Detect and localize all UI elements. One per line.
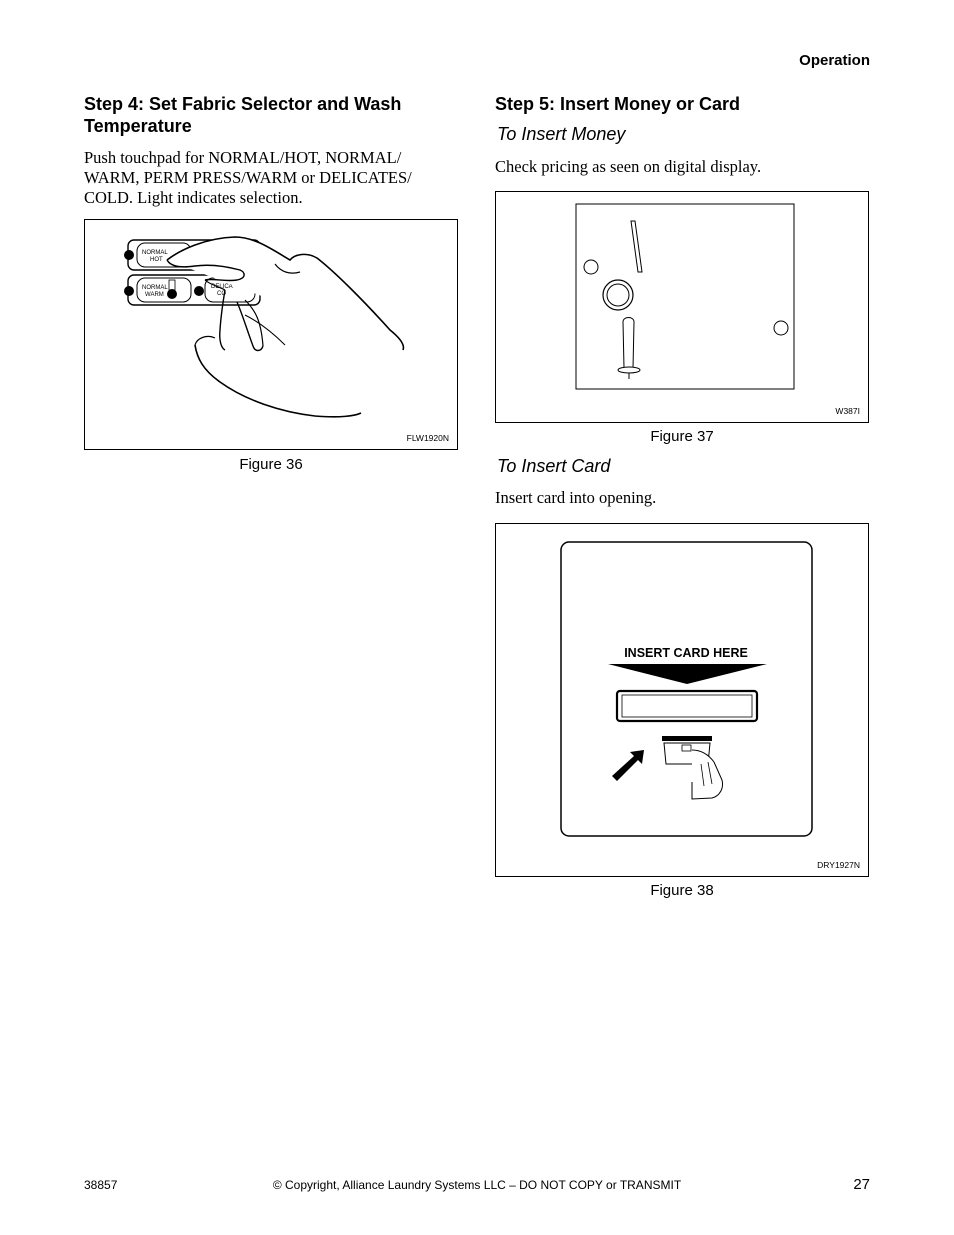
figure-36-frame — [84, 219, 458, 450]
figure-37-frame — [495, 191, 869, 423]
coin-chute-handle-icon — [623, 318, 634, 369]
reader-slot-icon — [662, 736, 712, 741]
coin-slot-illustration — [496, 192, 868, 422]
step-4-body-line: COLD. Light indicates selection. — [84, 188, 303, 207]
figure-37-caption: Figure 37 — [650, 428, 714, 445]
screw-icon — [774, 321, 788, 335]
figure-36-caption: Figure 36 — [239, 456, 303, 473]
figure-38-frame — [495, 523, 869, 877]
screw-icon — [584, 260, 598, 274]
card-reader-panel — [561, 542, 812, 836]
indicator-light-icon — [124, 286, 134, 296]
figure-36-code: FLW1920N — [406, 433, 449, 443]
page-number: 27 — [853, 1176, 870, 1193]
doc-number: 38857 — [84, 1178, 118, 1192]
pad-label: WARM — [145, 292, 164, 298]
insert-money-body: Check pricing as seen on digital display. — [495, 157, 762, 176]
step-5-heading: Step 5: Insert Money or Card — [495, 94, 741, 114]
card-reader-illustration — [496, 524, 868, 876]
insert-card-heading: To Insert Card — [497, 456, 611, 476]
step-4-body-line: Push touchpad for NORMAL/HOT, NORMAL/ — [84, 148, 402, 167]
pad-label: HOT — [150, 257, 163, 263]
insert-money-heading: To Insert Money — [497, 124, 626, 144]
figure-38-code: DRY1927N — [817, 860, 860, 870]
section-label: Operation — [799, 52, 870, 69]
step-4-body — [84, 148, 464, 208]
card-slot-opening — [622, 695, 752, 717]
indicator-light-icon — [194, 286, 204, 296]
insert-card-body: Insert card into opening. — [495, 488, 657, 507]
step-4-heading: Step 4: Set Fabric Selector and Wash Temperature — [84, 94, 402, 136]
touchpad-hand-illustration — [85, 220, 457, 449]
copyright-notice: © Copyright, Alliance Laundry Systems LLC – DO NOT COPY or TRANSMIT — [272, 1178, 682, 1192]
insert-card-label: INSERT CARD HERE — [624, 646, 748, 660]
pad-label: DELICA — [211, 284, 233, 290]
figure-38-caption: Figure 38 — [650, 882, 714, 899]
pad-label: CO — [217, 291, 226, 297]
pad-label: NORMAL — [142, 285, 168, 291]
indicator-light-icon — [124, 250, 134, 260]
step-4-body-line: WARM, PERM PRESS/WARM or DELICATES/ — [84, 168, 412, 187]
indicator-light-icon — [167, 289, 177, 299]
pad-label: NORMAL — [142, 250, 168, 256]
figure-37-code: W387I — [835, 406, 860, 416]
